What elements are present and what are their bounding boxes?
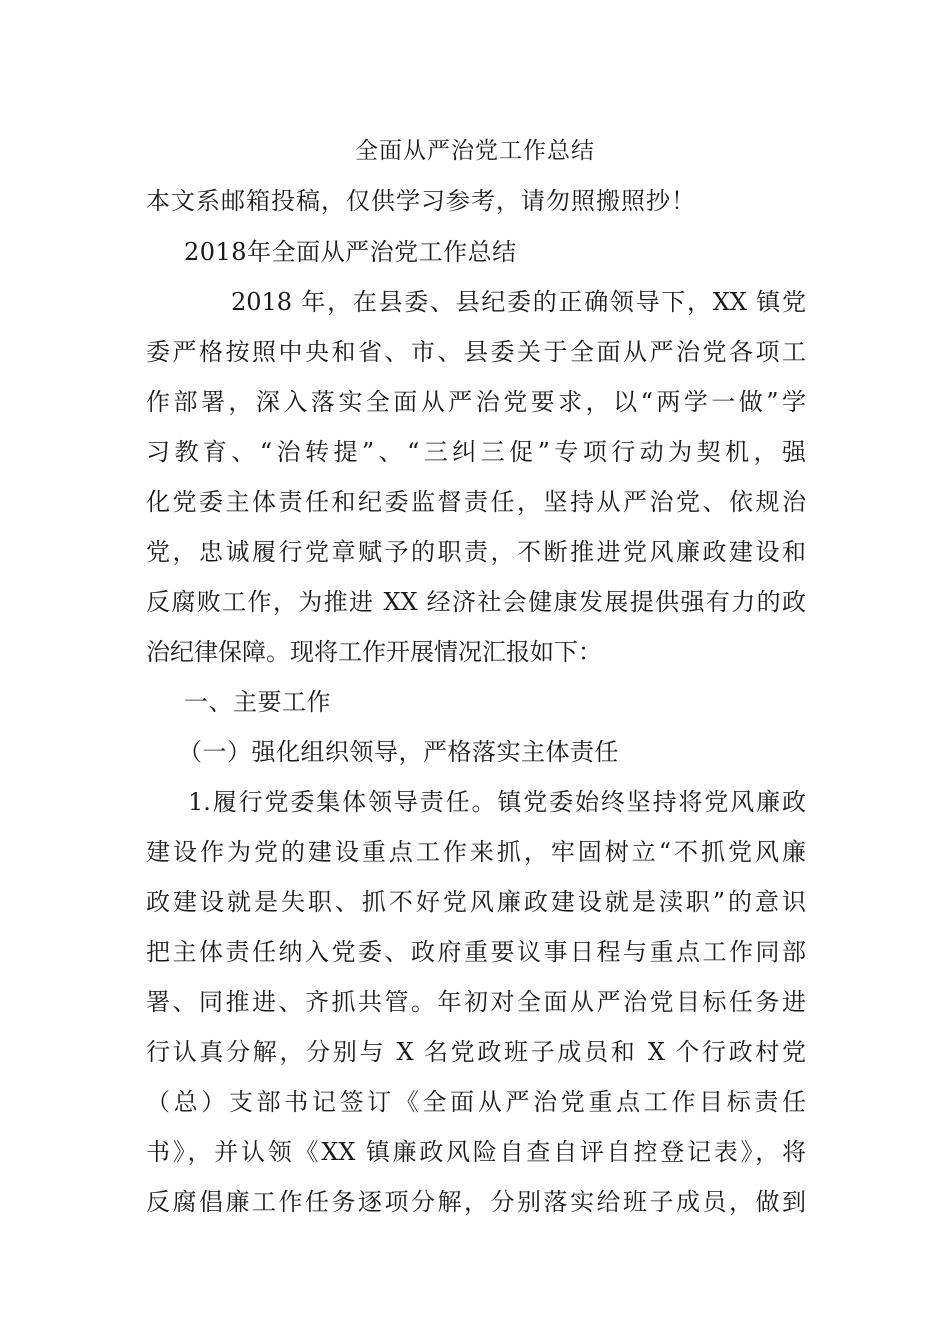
item-1-line-9: 反腐倡廉工作任务逐项分解，分别落实给班子成员，做到 bbox=[146, 1188, 806, 1216]
page-title: 全面从严治党工作总结 bbox=[355, 138, 595, 164]
item-1-line-1: 1.履行党委集体领导责任。镇党委始终坚持将党风廉政 bbox=[188, 788, 806, 816]
intro-line-5: 化党委主体责任和纪委监督责任，坚持从严治党、依规治 bbox=[146, 488, 806, 516]
item-1-line-3: 政建设就是失职、抓不好党风廉政建设就是渎职”的意识 bbox=[146, 888, 806, 916]
section-heading-main-work: 一、主要工作 bbox=[184, 688, 331, 716]
item-1-line-6: 行认真分解，分别与 X 名党政班子成员和 X 个行政村党 bbox=[146, 1038, 806, 1066]
intro-line-7: 反腐败工作，为推进 XX 经济社会健康发展提供强有力的政 bbox=[146, 588, 806, 616]
intro-line-8: 治纪律保障。现将工作开展情况汇报如下： bbox=[146, 638, 602, 666]
intro-line-3: 作部署，深入落实全面从严治党要求，以“两学一做”学 bbox=[146, 388, 806, 416]
subtitle: 2018年全面从严治党工作总结 bbox=[184, 238, 517, 266]
subsection-heading-1: （一）强化组织领导，严格落实主体责任 bbox=[178, 738, 619, 766]
intro-line-4: 习教育、“治转提”、“三纠三促”专项行动为契机，强 bbox=[146, 438, 806, 466]
item-1-line-8: 书》，并认领《XX 镇廉政风险自查自评自控登记表》，将 bbox=[146, 1138, 806, 1166]
item-1-line-5: 署、同推进、齐抓共管。年初对全面从严治党目标任务进 bbox=[146, 988, 806, 1016]
item-1-line-7: （总）支部书记签订《全面从严治党重点工作目标责任 bbox=[146, 1088, 806, 1116]
intro-line-2: 委严格按照中央和省、市、县委关于全面从严治党各项工 bbox=[146, 338, 806, 366]
notice-text: 本文系邮箱投稿，仅供学习参考，请勿照搬照抄！ bbox=[146, 187, 696, 215]
intro-line-6: 党，忠诚履行党章赋予的职责，不断推进党风廉政建设和 bbox=[146, 538, 806, 566]
item-1-line-4: 把主体责任纳入党委、政府重要议事日程与重点工作同部 bbox=[146, 938, 806, 966]
item-1-line-2: 建设作为党的建设重点工作来抓，牢固树立“不抓党风廉 bbox=[146, 838, 806, 866]
intro-line-1: 2018 年，在县委、县纪委的正确领导下，XX 镇党 bbox=[231, 288, 806, 316]
